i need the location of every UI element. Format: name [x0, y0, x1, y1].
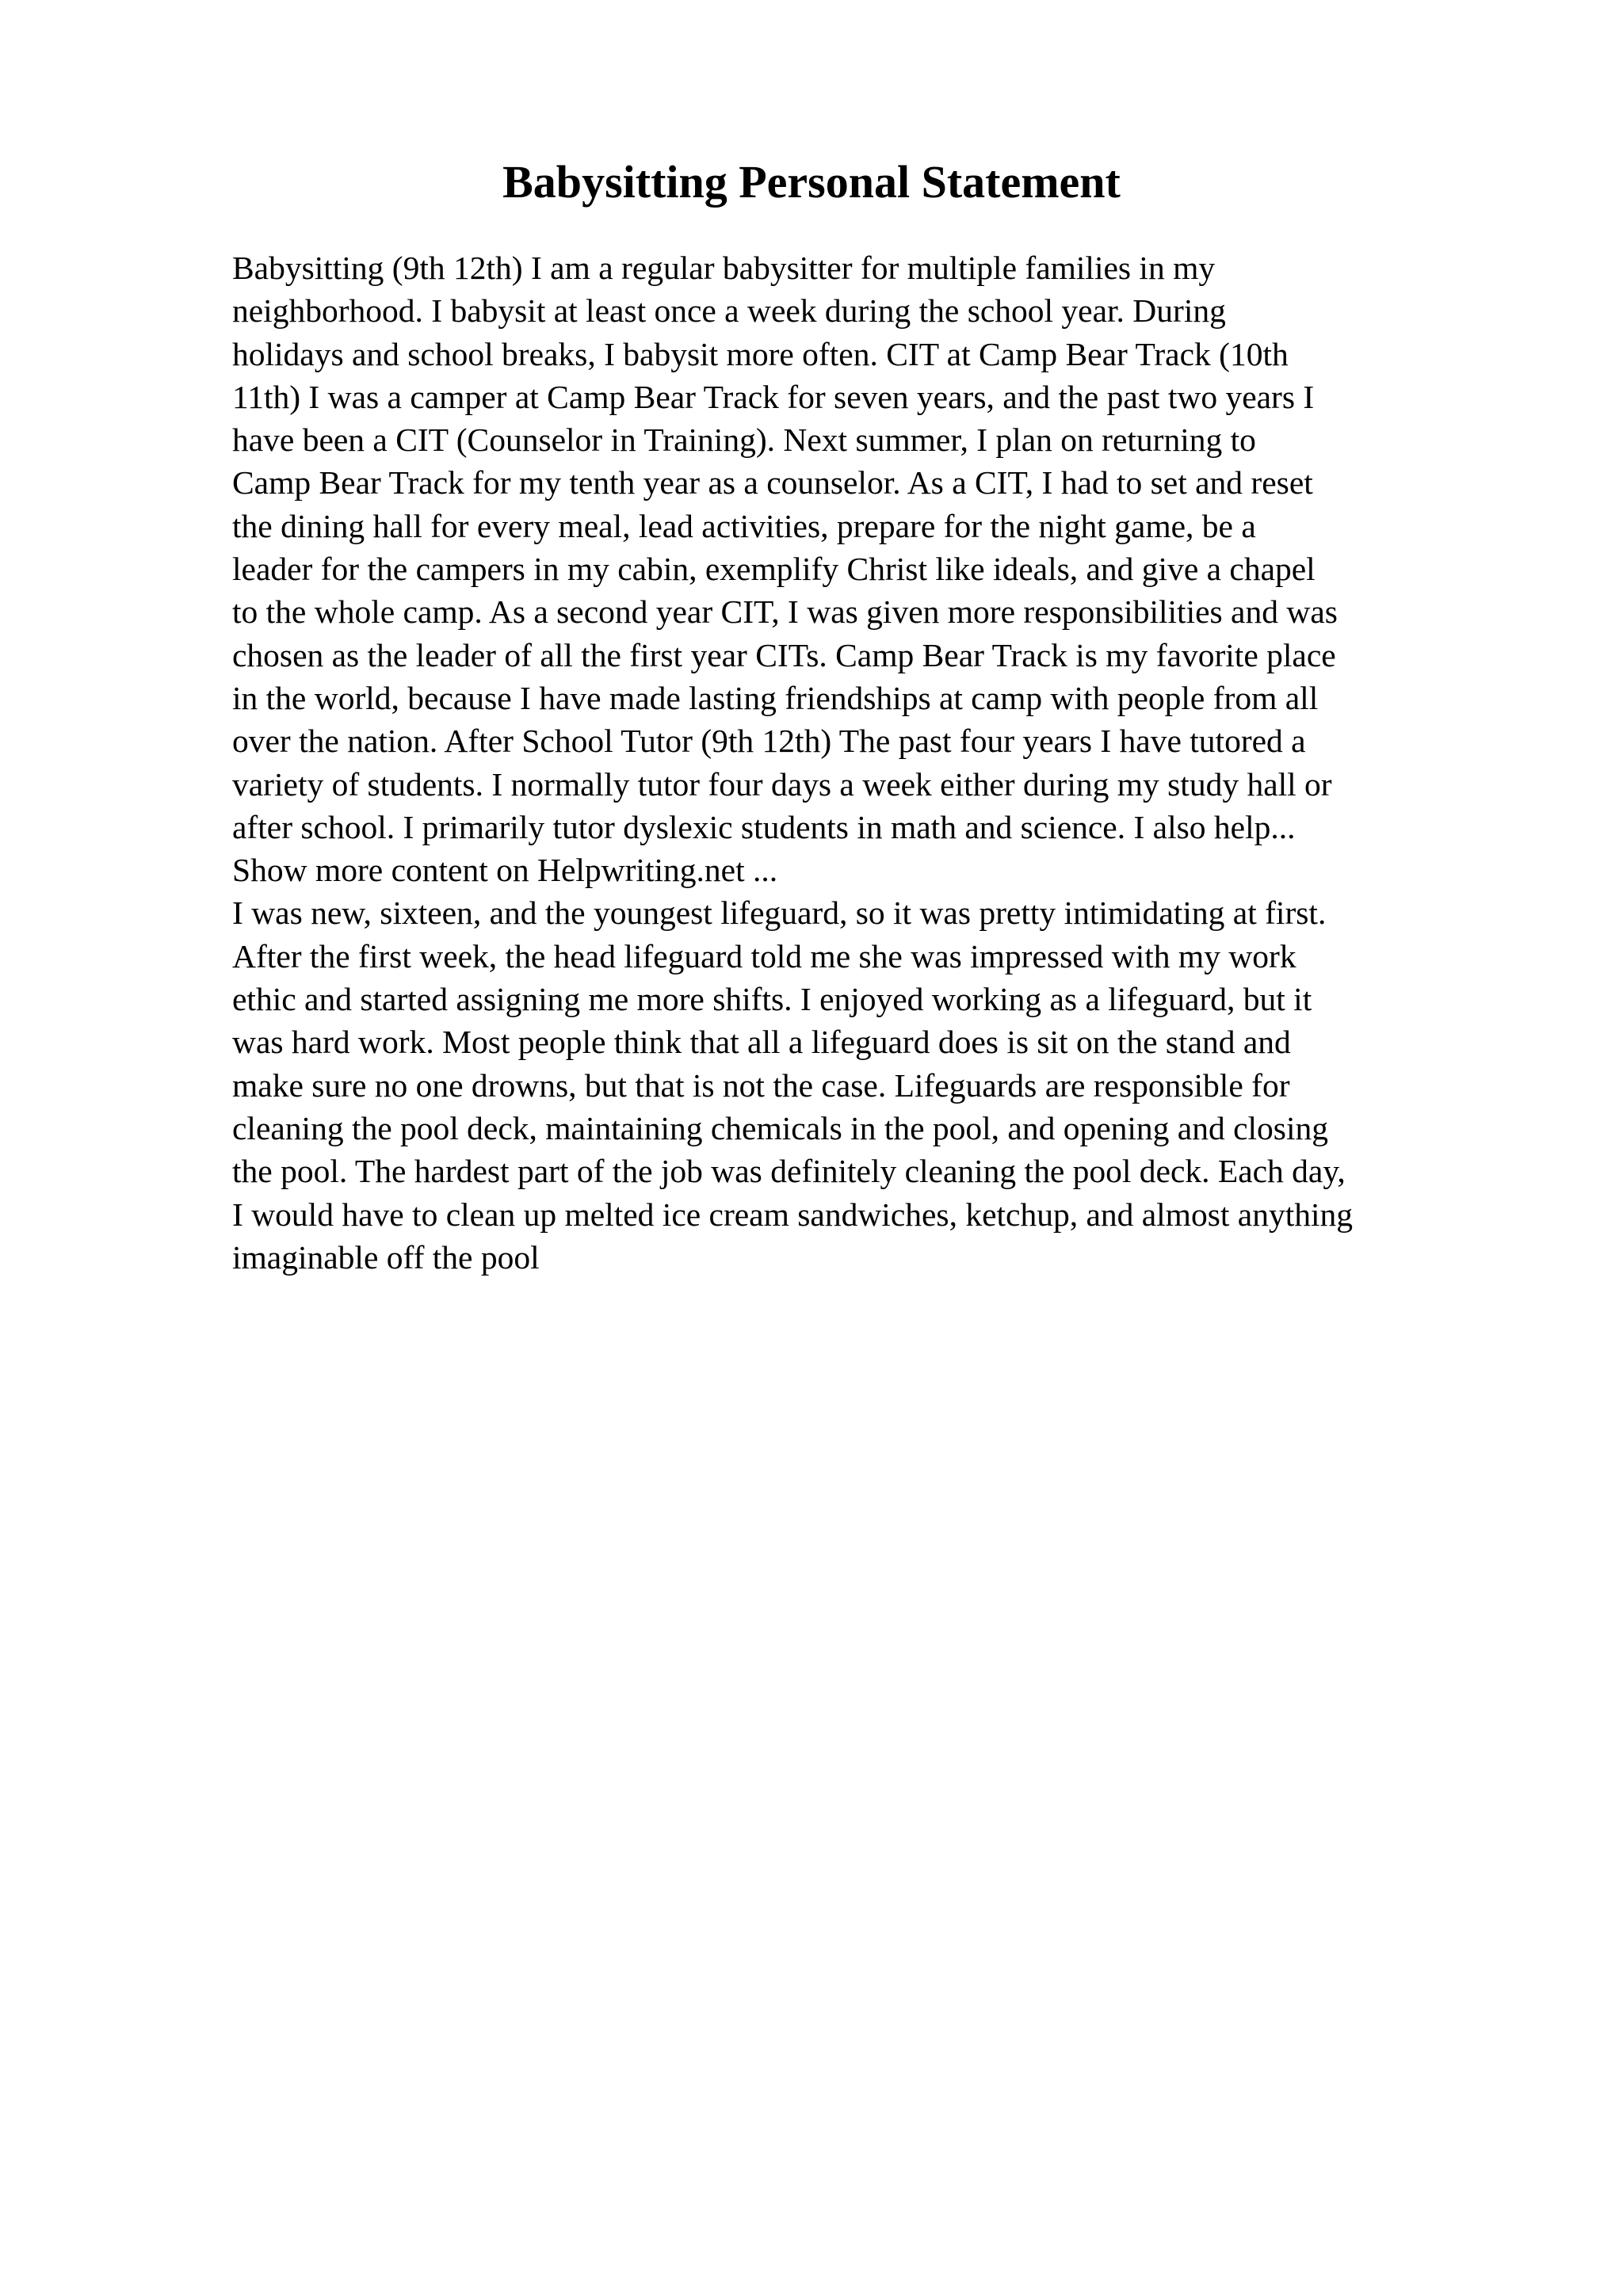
body-line: to the whole camp. As a second year CIT, I was given more responsibilities and was [232, 593, 1338, 631]
body-line: 11th) I was a camper at Camp Bear Track for seven years, and the past two years I [232, 378, 1315, 415]
body-line: Camp Bear Track for my tenth year as a counselor. As a CIT, I had to set and reset [232, 464, 1313, 502]
body-line: the dining hall for every meal, lead activities, prepare for the night game, be a [232, 507, 1256, 544]
body-line: neighborhood. I babysit at least once a week during the school year. During [232, 292, 1226, 330]
body-line: ethic and started assigning me more shifts. I enjoyed working as a lifeguard, but it [232, 981, 1312, 1018]
body-line: variety of students. I normally tutor four days a week either during my study hall or [232, 765, 1332, 803]
body-line: cleaning the pool deck, maintaining chemicals in the pool, and opening and closing [232, 1109, 1328, 1146]
body-line: was hard work. Most people think that all a lifeguard does is sit on the stand and [232, 1024, 1291, 1061]
body-line: make sure no one drowns, but that is not the case. Lifeguards are responsible for [232, 1066, 1290, 1104]
body-line: after school. I primarily tutor dyslexic students in math and science. I also help... [232, 808, 1296, 845]
body-line: have been a CIT (Counselor in Training). Next summer, I plan on returning to [232, 421, 1256, 459]
body-line: leader for the campers in my cabin, exemplify Christ like ideals, and give a chapel [232, 551, 1316, 588]
document-title: Babysitting Personal Statement [502, 156, 1121, 208]
document-body [232, 246, 1516, 1279]
body-line: Babysitting (9th 12th) I am a regular babysitter for multiple families in my [232, 250, 1216, 286]
body-line: I would have to clean up melted ice cream sandwiches, ketchup, and almost anything [232, 1196, 1353, 1233]
body-line: Show more content on Helpwriting.net ... [232, 852, 778, 889]
body-line: chosen as the leader of all the first year CITs. Camp Bear Track is my favorite place [232, 636, 1336, 673]
body-line: the pool. The hardest part of the job was definitely cleaning the pool deck. Each day, [232, 1153, 1346, 1190]
body-line: I was new, sixteen, and the youngest lifeguard, so it was pretty intimidating at first. [232, 894, 1327, 932]
body-line: over the nation. After School Tutor (9th 12th) The past four years I have tutored a [232, 723, 1306, 760]
body-line: in the world, because I have made lasting friendships at camp with people from all [232, 679, 1319, 716]
body-line: holidays and school breaks, I babysit more often. CIT at Camp Bear Track (10th [232, 335, 1289, 372]
body-line: After the first week, the head lifeguard told me she was impressed with my work [232, 937, 1296, 974]
body-line: imaginable off the pool [232, 1238, 540, 1276]
